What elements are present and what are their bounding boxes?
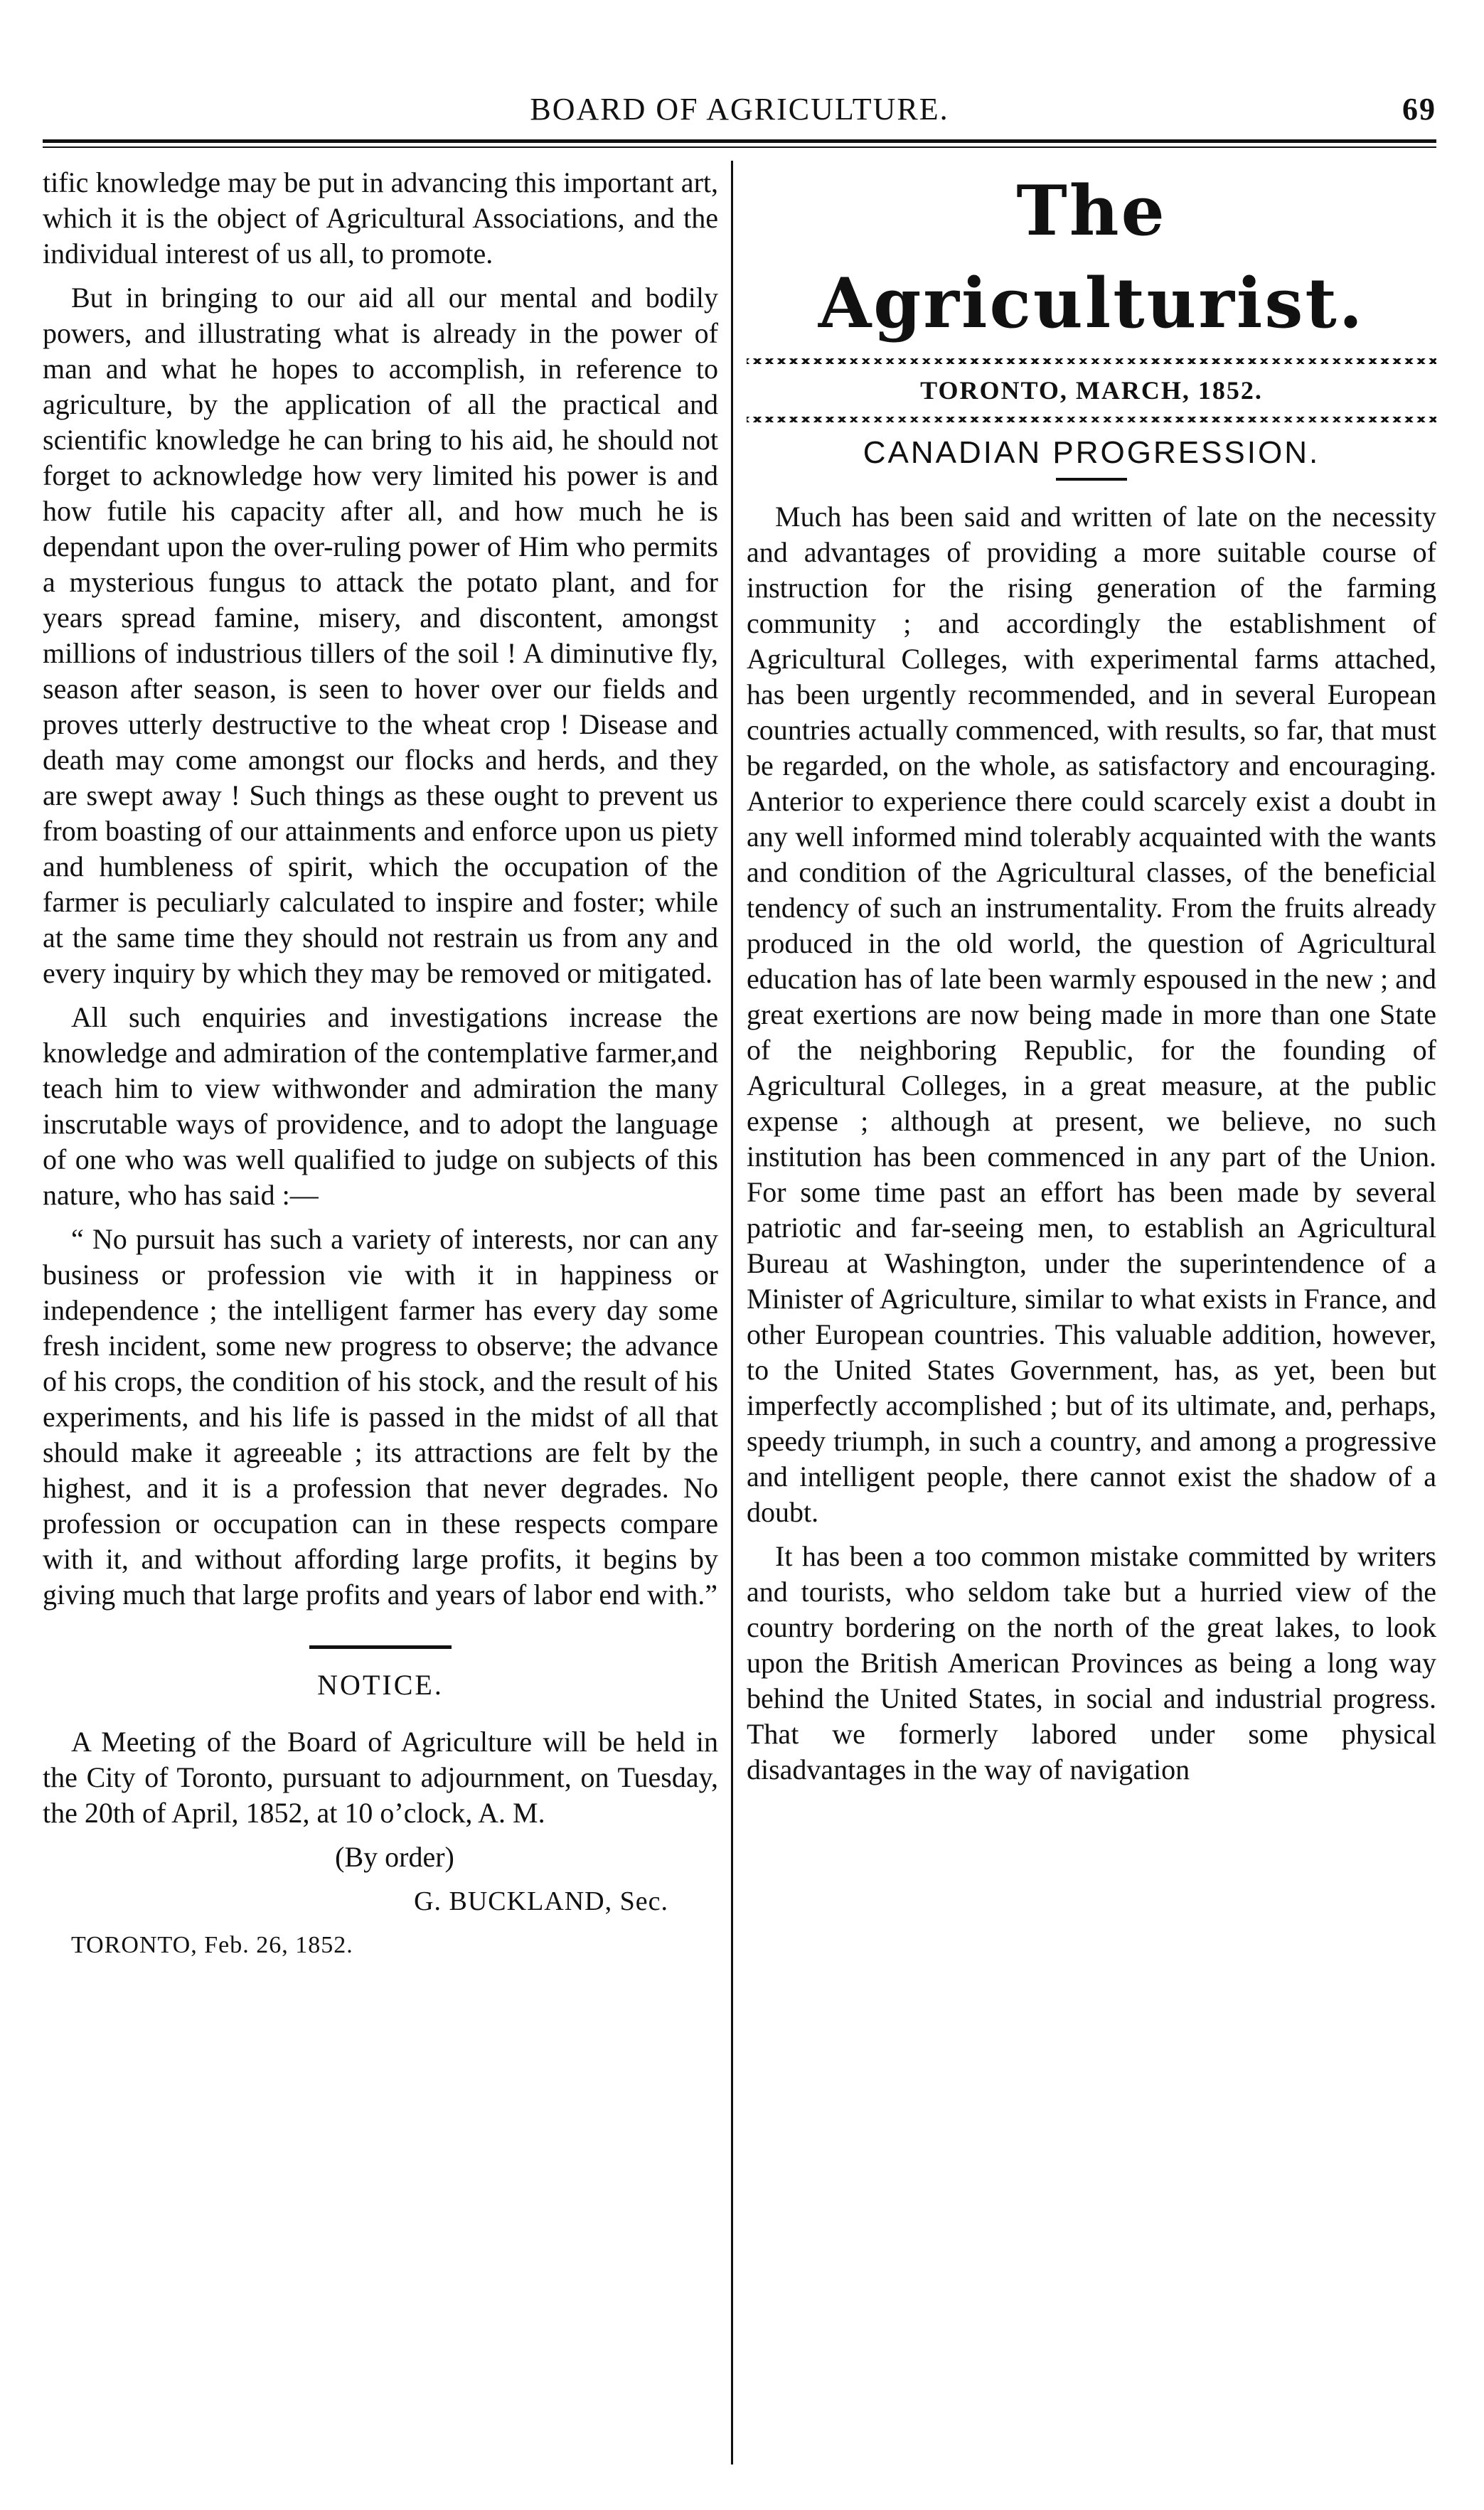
notice-dateline: TORONTO, Feb. 26, 1852. [71, 1932, 353, 1958]
left-paragraph-3: All such enquiries and investigations increase the knowledge and admiration of the contemplative farmer,and teach him to view withwonder and admiration the many inscrutable ways of providence, and to adopt the language of one who was well qualified to judge on subjects of this nature, who has said :— [43, 1001, 718, 1211]
running-head [43, 91, 1436, 142]
left-quotation: “ No pursuit has such a variety of interests, nor can any business or profession vie with it in happiness or independence ; the intelligent farmer has every day some fresh incident, some new progress to observe; the advance of his crops, the condition of his stock, and the result of his experiments, and his life is passed in the midst of all that should make it agreeable ; its attractions are felt by the highest, and it is a profession that never degrades. No profession or occupation can in these respects compare with it, and without affording large profits, it begins by giving much that large profits and years of labor end with.” [43, 1223, 718, 1611]
column-divider [731, 161, 733, 2464]
masthead: The Agriculturist. [818, 171, 1365, 343]
right-paragraph-2: It has been a too common mistake committed by writers and tourists, who seldom take but a hurried view of the country bordering on the north of the great lakes, to look upon the British American Provinces as being a long way behind the United States, in social and industrial progress. That we formerly labored under some physical disadvantages in the way of navigation [747, 1540, 1436, 1785]
notice-body: A Meeting of the Board of Agriculture will be held in the City of Toronto, pursuant to adjournment, on Tuesday, the 20th of April, 1852, at 10 o’clock, A. M. [43, 1726, 718, 1829]
right-column [747, 165, 1436, 1796]
header-rule-thin [43, 146, 1436, 148]
notice-separator [309, 1645, 452, 1649]
masthead-wavy-rule [747, 356, 1436, 367]
left-paragraph-1: tific knowledge may be put in advancing this important art, which it is the object of Agricultural Associations, and the individual interest of us all, to promote. [43, 166, 718, 269]
page-number: 69 [1402, 92, 1436, 127]
headline-rule [1056, 478, 1127, 481]
left-column [43, 165, 718, 1972]
notice-by-order: (By order) [335, 1841, 454, 1873]
issue-dateline: TORONTO, MARCH, 1852. [920, 376, 1263, 405]
running-head-title: BOARD OF AGRICULTURE. [530, 92, 949, 127]
header-rule [43, 139, 1436, 143]
right-paragraph-1: Much has been said and written of late on the necessity and advantages of providing a more suitable course of instruction for the rising generation of the farming community ; and accordingly the establishment of Agricultural Colleges, with experimental farms attached, has been urgently recommended, and in several European countries actually commenced, with results, so far, that must be regarded, on the whole, as satisfactory and encouraging. Anterior to experience there could scarcely exist a doubt in any well informed mind tolerably acquainted with the wants and condition of the Agricultural classes, of the beneficial tendency of such an instrumentality. From the fruits already produced in the old world, the question of Agricultural education has of late been warmly espoused in the new ; and great exertions are now being made in more than one State of the neighboring Republic, for the founding of Agricultural Colleges, in a great measure, at the public expense ; although at present, we believe, no such institution has been commenced in any part of the Union. For some time past an effort has been made by several patriotic and far-seeing men, to establish an Agricultural Bureau at Washington, under the superintendence of a Minister of Agriculture, similar to what exists in France, and other European countries. This valuable addition, however, to the United States Government, has, as yet, been but imperfectly accomplished ; but of its ultimate, and, perhaps, speedy triumph, in such a country, and among a progressive and intelligent people, there cannot exist the shadow of a doubt. [747, 501, 1436, 1528]
notice-signature: G. BUCKLAND, Sec. [414, 1886, 668, 1916]
left-paragraph-2: But in bringing to our aid all our mental and bodily powers, and illustrating what is already in the power of man and what he hopes to accomplish, in reference to agriculture, by the application of all the practical and scientific knowledge he can bring to his aid, he should not forget to acknowledge how very limited his power is and how futile his capacity after all, and how much he is dependant upon the over-ruling power of Him who permits a mysterious fungus to attack the potato plant, and for years spread famine, misery, and discontent, amongst millions of industrious tillers of the soil ! A diminutive fly, season after season, is seen to hover over our fields and proves utterly destructive to the wheat crop ! Disease and death may come amongst our flocks and herds, and they are swept away ! Such things as these ought to prevent us from boasting of our attainments and enforce upon us piety and humbleness of spirit, which the occupation of the farmer is peculiarly calculated to inspire and foster; while at the same time they should not restrain us from any and every inquiry by which they may be removed or mitigated. [43, 282, 718, 989]
dateline-wavy-rule [747, 414, 1436, 425]
notice-heading: NOTICE. [317, 1669, 444, 1701]
article-headline: CANADIAN PROGRESSION. [863, 435, 1320, 470]
